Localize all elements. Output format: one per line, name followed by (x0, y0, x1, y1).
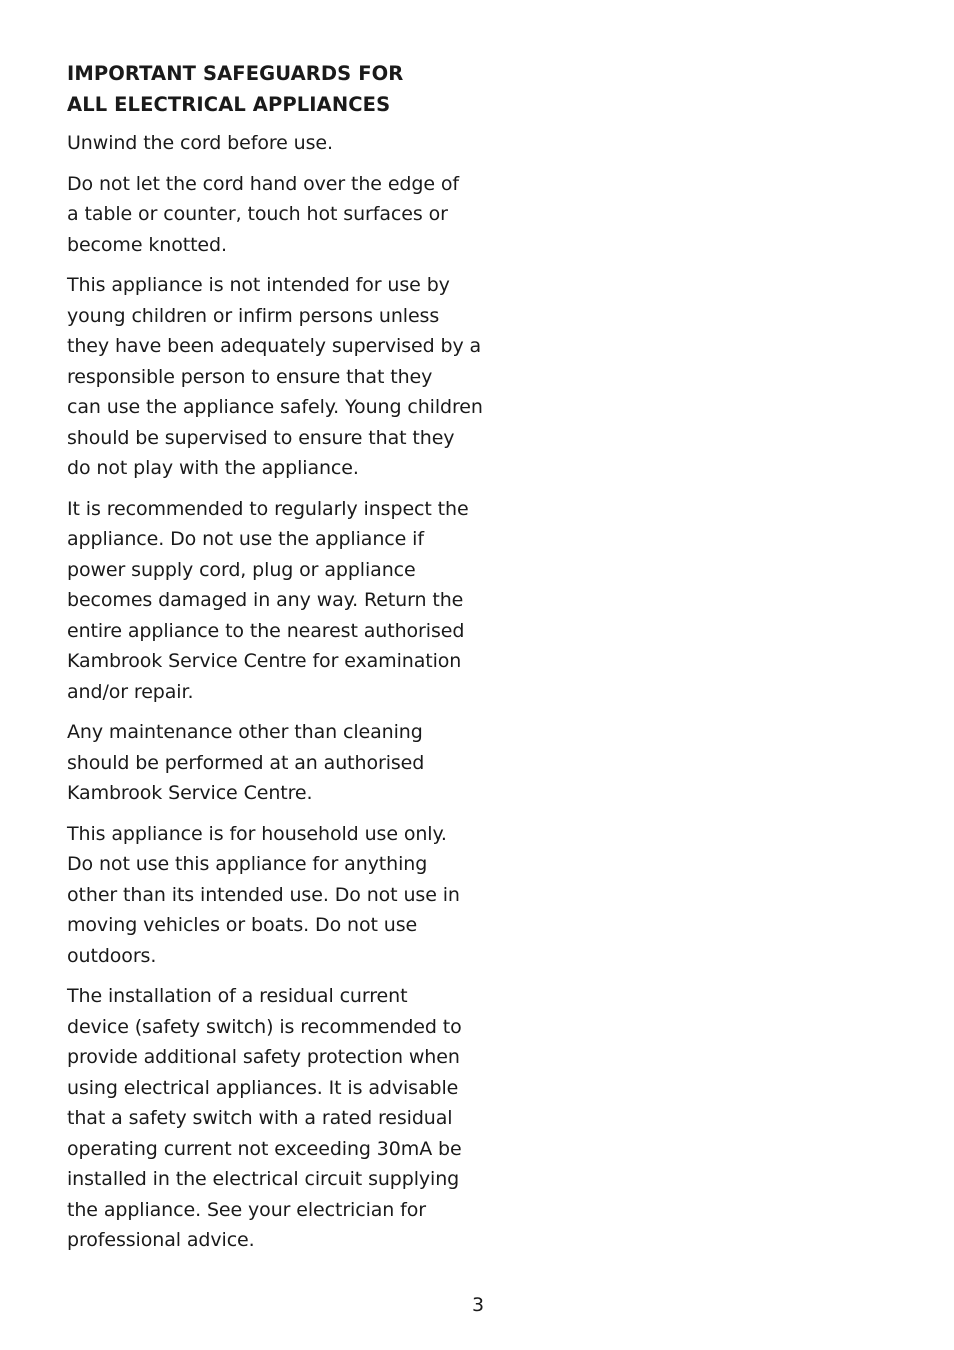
text-line: a table or counter, touch hot surfaces or (67, 203, 448, 225)
safeguards-column (67, 58, 483, 1266)
text-line: responsible person to ensure that they (67, 365, 433, 388)
text-line: using electrical appliances. It is advisable (67, 1076, 459, 1099)
text-line: the appliance. See your electrician for (67, 1198, 427, 1221)
text-line: should be supervised to ensure that they (67, 426, 455, 449)
text-line: operating current not exceeding 30mA be (67, 1137, 462, 1160)
text-line: It is recommended to regularly inspect the (67, 497, 469, 520)
text-line: Kambrook Service Centre. (67, 782, 313, 804)
text-line: do not play with the appliance. (67, 457, 359, 479)
text-line: appliance. Do not use the appliance if (67, 528, 424, 550)
text-line: The installation of a residual current (67, 985, 408, 1007)
text-line: Unwind the cord before use. (67, 132, 333, 154)
text-line: provide additional safety protection when (67, 1046, 460, 1068)
text-line: Any maintenance other than cleaning (67, 721, 423, 743)
text-line: becomes damaged in any way. Return the (67, 589, 464, 611)
text-line: should be performed at an authorised (67, 751, 425, 774)
text-line: and/or repair. (67, 680, 194, 703)
text-line: installed in the electrical circuit supplying (67, 1168, 460, 1190)
text-line: become knotted. (67, 233, 227, 256)
text-line: professional advice. (67, 1229, 255, 1251)
text-line: other than its intended use. Do not use in (67, 883, 460, 906)
text-line: they have been adequately supervised by a (67, 335, 482, 357)
heading-line: ALL ELECTRICAL APPLIANCES (67, 93, 391, 116)
section-heading (67, 58, 467, 120)
paragraph-safety-switch (67, 981, 467, 1256)
paragraph-children-supervision (67, 270, 483, 484)
text-line: young children or infirm persons unless (67, 304, 440, 327)
text-line: power supply cord, plug or appliance (67, 558, 416, 581)
text-line: device (safety switch) is recommended to (67, 1015, 462, 1038)
paragraph-inspection (67, 494, 467, 708)
paragraph-maintenance (67, 717, 467, 809)
text-line: moving vehicles or boats. Do not use (67, 914, 418, 936)
text-line: Kambrook Service Centre for examination (67, 650, 462, 672)
text-line: This appliance is not intended for use by (67, 274, 450, 296)
paragraph-unwind-cord (67, 128, 467, 159)
text-line: that a safety switch with a rated residual (67, 1107, 453, 1129)
paragraph-cord-edge (67, 169, 467, 261)
text-line: This appliance is for household use only. (67, 822, 447, 845)
text-line: outdoors. (67, 944, 157, 967)
text-line: entire appliance to the nearest authorised (67, 619, 465, 642)
paragraph-household-use (67, 819, 467, 972)
text-line: Do not let the cord hand over the edge of (67, 172, 459, 195)
text-line: Do not use this appliance for anything (67, 853, 428, 875)
text-line: can use the appliance safely. Young children (67, 396, 483, 418)
heading-line: IMPORTANT SAFEGUARDS FOR (67, 62, 404, 85)
page-number: 3 (471, 1294, 485, 1316)
